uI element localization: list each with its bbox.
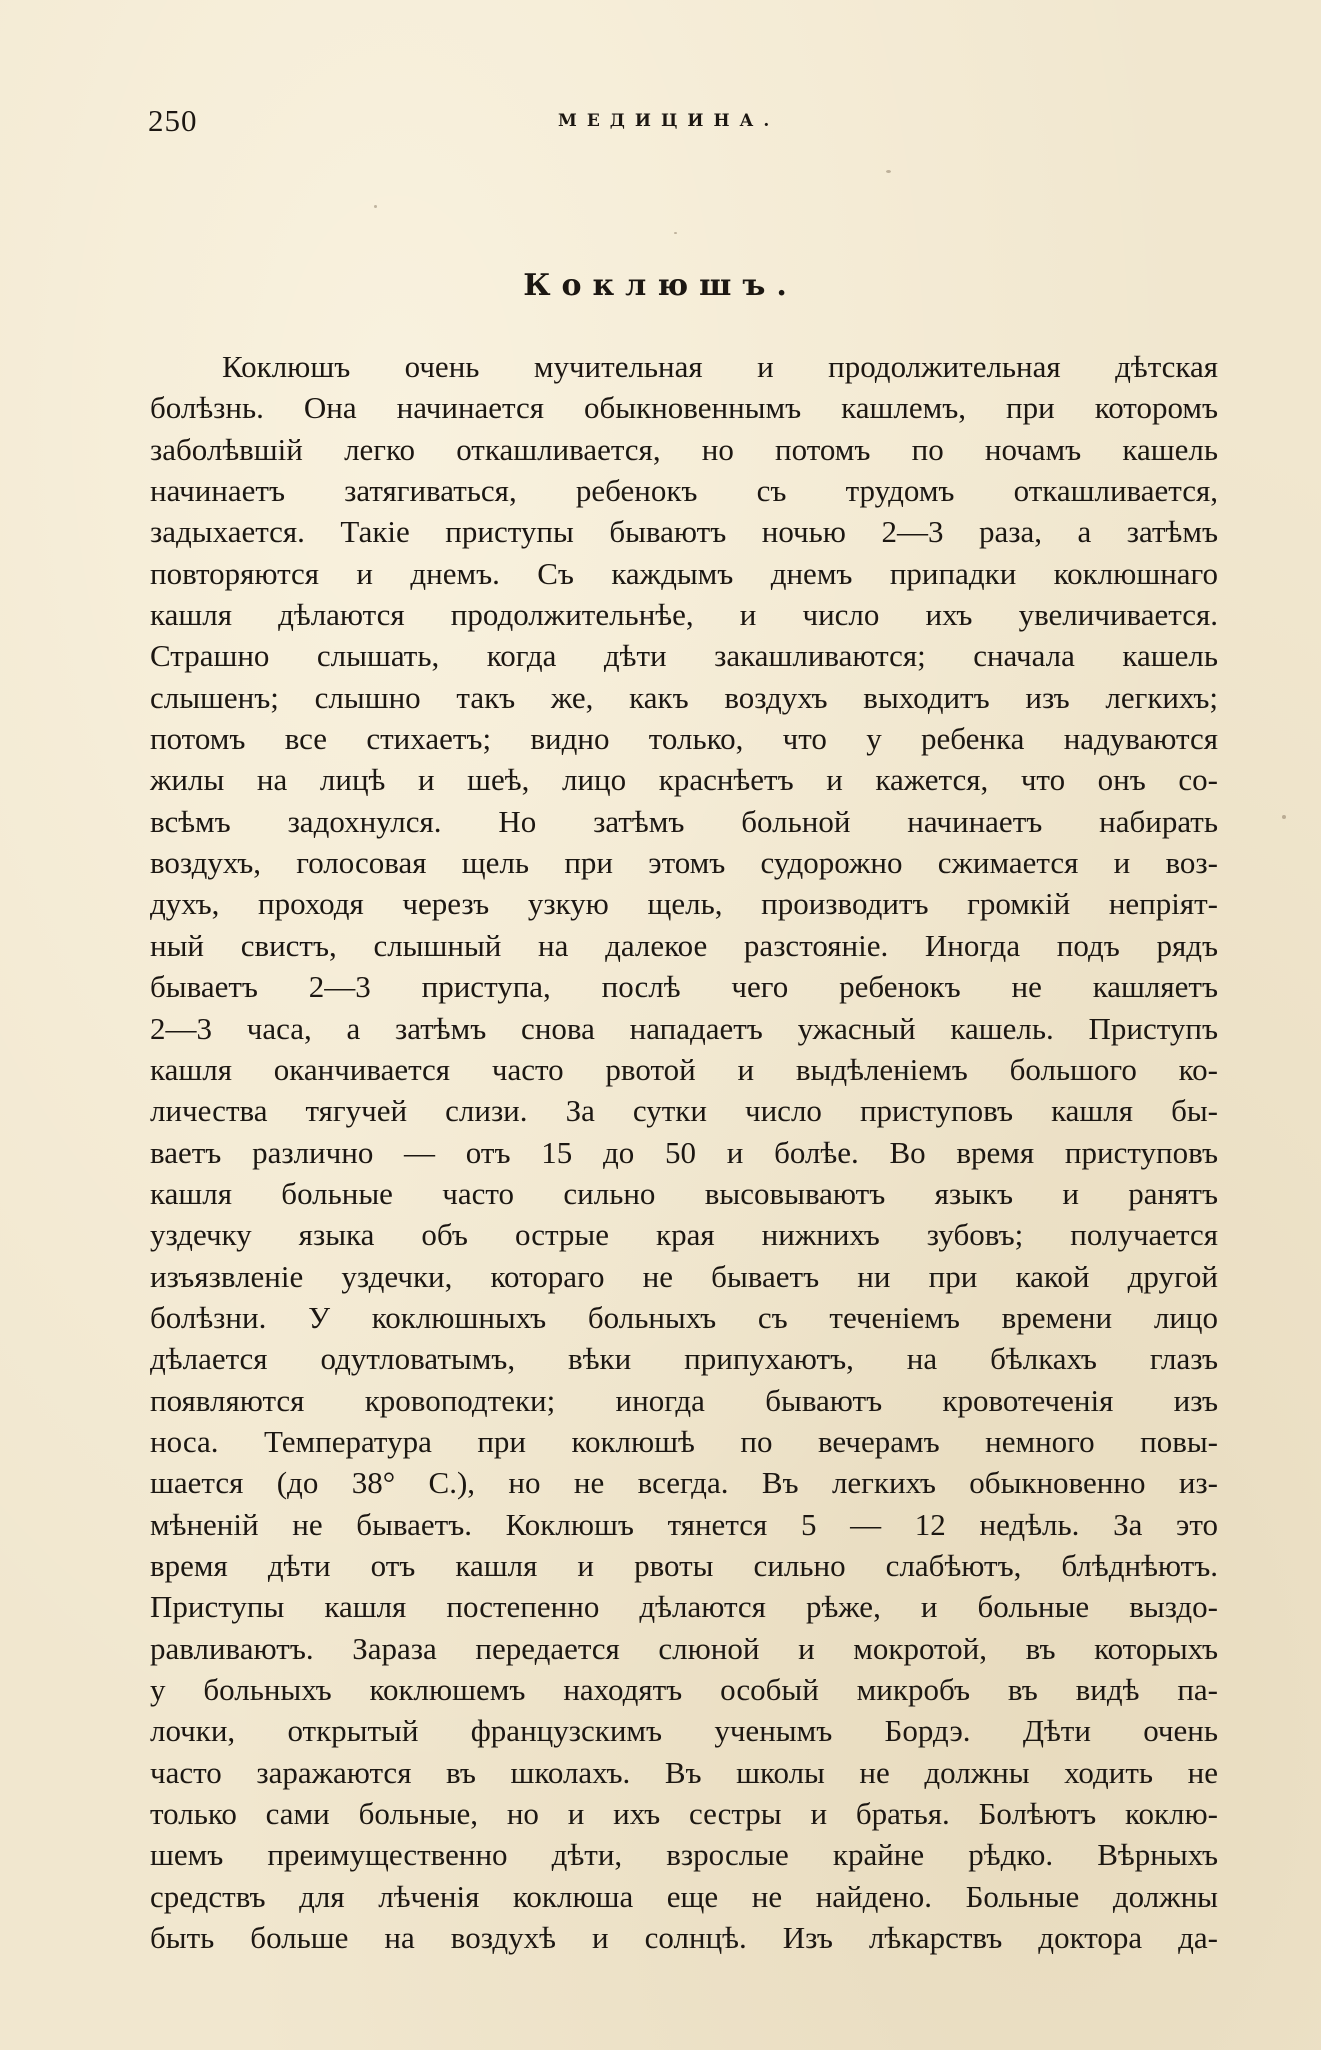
text-line: носа. Температура при коклюшѣ по вечерамъ немного повы- bbox=[150, 1423, 1218, 1459]
text-line: шается (до 38° С.), но не всегда. Въ легкихъ обыкновенно из- bbox=[150, 1465, 1218, 1501]
text-line: ный свистъ, слышный на далекое разстояніе. Иногда подъ рядъ bbox=[150, 927, 1218, 963]
text-line: появляются кровоподтеки; иногда бываютъ кровотеченія изъ bbox=[150, 1382, 1218, 1418]
text-line: быть больше на воздухѣ и солнцѣ. Изъ лѣкарствъ доктора да- bbox=[150, 1920, 1218, 1956]
text-line: шемъ преимущественно дѣти, взрослые крайне рѣдко. Вѣрныхъ bbox=[150, 1837, 1218, 1873]
text-line: болѣзнь. Она начинается обыкновеннымъ кашлемъ, при которомъ bbox=[150, 390, 1218, 426]
text-line: средствъ для лѣченія коклюша еще не найдено. Больные должны bbox=[150, 1878, 1218, 1914]
text-line: кашля дѣлаются продолжительнѣе, и число ихъ увеличивается. bbox=[150, 597, 1218, 633]
text-line: время дѣти отъ кашля и рвоты сильно слабѣютъ, блѣднѣютъ. bbox=[150, 1547, 1218, 1583]
page-header bbox=[148, 103, 1218, 143]
text-line: мѣненій не бываетъ. Коклюшъ тянется 5 — 12 недѣль. За это bbox=[150, 1506, 1218, 1542]
text-line: изъязвленіе уздечки, котораго не бываетъ ни при какой другой bbox=[150, 1258, 1218, 1294]
text-line: только сами больные, но и ихъ сестры и братья. Болѣютъ коклю- bbox=[150, 1796, 1218, 1832]
text-line: бываетъ 2—3 приступа, послѣ чего ребенокъ не кашляетъ bbox=[150, 969, 1218, 1005]
text-line: жилы на лицѣ и шеѣ, лицо краснѣетъ и кажется, что онъ со- bbox=[150, 762, 1218, 798]
text-line: заболѣвшій легко откашливается, но потомъ по ночамъ кашель bbox=[150, 431, 1218, 467]
text-line: воздухъ, голосовая щель при этомъ судорожно сжимается и воз- bbox=[150, 845, 1218, 881]
text-line: у больныхъ коклюшемъ находятъ особый микробъ въ видѣ па- bbox=[150, 1672, 1218, 1707]
page-number: 250 bbox=[148, 103, 198, 138]
text-line: дѣлается одутловатымъ, вѣки припухаютъ, на бѣлкахъ глазъ bbox=[150, 1341, 1218, 1377]
text-line: 2—3 часа, а затѣмъ снова нападаетъ ужасный кашель. Приступъ bbox=[150, 1010, 1218, 1046]
text-line: равливаютъ. Зараза передается слюной и мокротой, въ которыхъ bbox=[150, 1630, 1218, 1666]
text-line: ваетъ различно — отъ 15 до 50 и болѣе. Во время приступовъ bbox=[150, 1134, 1218, 1170]
text-line: Страшно слышать, когда дѣти закашливаются; сначала кашель bbox=[150, 638, 1218, 674]
running-head: МЕДИЦИНА. bbox=[558, 111, 780, 131]
text-line: потомъ все стихаетъ; видно только, что у ребенка надуваются bbox=[150, 721, 1218, 757]
article-title: Коклюшъ. bbox=[523, 268, 798, 303]
article-body bbox=[150, 346, 1218, 1958]
text-line: болѣзни. У коклюшныхъ больныхъ съ теченіемъ времени лицо bbox=[150, 1299, 1218, 1335]
text-line: лочки, открытый французскимъ ученымъ Бордэ. Дѣти очень bbox=[150, 1713, 1218, 1749]
paper-speck bbox=[1282, 815, 1286, 819]
text-line: задыхается. Такіе приступы бываютъ ночью 2—3 раза, а затѣмъ bbox=[150, 514, 1218, 550]
paper-speck bbox=[886, 170, 891, 173]
text-line: кашля больные часто сильно высовываютъ языкъ и ранятъ bbox=[150, 1175, 1218, 1211]
text-line: начинаетъ затягиваться, ребенокъ съ трудомъ откашливается, bbox=[150, 473, 1218, 509]
text-line: уздечку языка объ острые края нижнихъ зубовъ; получается bbox=[150, 1217, 1218, 1253]
text-line: часто заражаются въ школахъ. Въ школы не должны ходить не bbox=[150, 1754, 1218, 1790]
text-line: Приступы кашля постепенно дѣлаются рѣже, и больные выздо- bbox=[150, 1589, 1218, 1625]
paper-speck bbox=[674, 232, 677, 234]
text-line: духъ, проходя черезъ узкую щель, производитъ громкій непріят- bbox=[150, 886, 1218, 922]
text-line: Коклюшъ очень мучительная и продолжительная дѣтская bbox=[222, 349, 1218, 384]
text-line: личества тягучей слизи. За сутки число приступовъ кашля бы- bbox=[150, 1093, 1218, 1129]
text-line: слышенъ; слышно такъ же, какъ воздухъ выходитъ изъ легкихъ; bbox=[150, 679, 1218, 715]
text-line: кашля оканчивается часто рвотой и выдѣленіемъ большого ко- bbox=[150, 1051, 1218, 1087]
text-line: всѣмъ задохнулся. Но затѣмъ больной начинаетъ набирать bbox=[150, 803, 1218, 839]
paper-speck bbox=[374, 205, 377, 208]
text-line: повторяются и днемъ. Съ каждымъ днемъ припадки коклюшнаго bbox=[150, 555, 1218, 591]
